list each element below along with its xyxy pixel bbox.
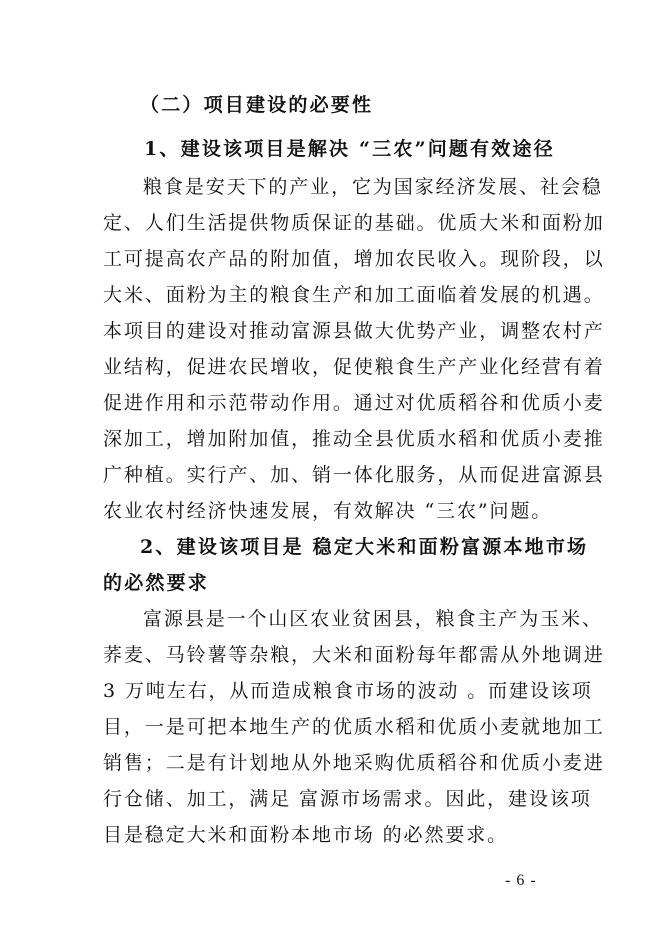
subsection-1-paragraph-line: 本项目的建设对推动富源县做大优势产业，调整农村产	[103, 320, 605, 342]
subsection-1-paragraph-line: 工可提高农产品的附加值，增加农民收入。现阶段，以	[103, 248, 605, 270]
subsection-2-paragraph-line: 目，一是可把本地生产的优质水稻和优质小麦就地加工	[103, 716, 605, 738]
subsection-2-paragraph-line: 行仓储、加工，满足 富源市场需求。因此，建设该项	[103, 788, 592, 810]
subsection-2-paragraph-line: 3 万吨左右，从而造成粮食市场的波动 。而建设该项	[103, 680, 593, 702]
subsection-1-paragraph-line: 业结构，促进农民增收，促使粮食生产产业化经营有着	[103, 356, 605, 378]
subsection-2-paragraph-line: 富源县是一个山区农业贫困县，粮食主产为玉米、	[143, 608, 603, 630]
subsection-2-paragraph-line: 目是稳定大米和面粉本地市场 的必然要求。	[103, 824, 509, 846]
subsection-1-paragraph-line: 促进作用和示范带动作用。通过对优质稻谷和优质小麦	[103, 392, 605, 414]
subsection-1-paragraph-line: 广种植。实行产、加、销一体化服务，从而促进富源县	[103, 464, 605, 486]
subsection-1-paragraph-line: 定、人们生活提供物质保证的基础。优质大米和面粉加	[103, 212, 605, 234]
page-number: - 6 -	[505, 872, 537, 889]
subsection-2-paragraph-line: 销售；二是有计划地从外地采购优质稻谷和优质小麦进	[103, 752, 605, 774]
subsection-2-heading-line: 2、建设该项目是 稳定大米和面粉富源本地市场	[140, 536, 589, 558]
subsection-1-paragraph-line: 农业农村经济快速发展，有效解决 “三农”问题。	[103, 500, 553, 522]
subsection-2-heading-line: 的必然要求	[103, 572, 210, 594]
subsection-1-heading: 1、建设该项目是解决 “三农”问题有效途径	[144, 138, 555, 160]
subsection-1-paragraph-line: 深加工，增加附加值，推动全县优质水稻和优质小麦推	[103, 428, 605, 450]
subsection-2-paragraph-line: 荞麦、马铃薯等杂粮，大米和面粉每年都需从外地调进	[103, 644, 605, 666]
subsection-1-paragraph-line: 大米、面粉为主的粮食生产和加工面临着发展的机遇。	[103, 284, 605, 306]
subsection-1-paragraph-line: 粮食是安天下的产业，它为国家经济发展、社会稳	[143, 176, 603, 198]
section-title: （二）项目建设的必要性	[140, 94, 374, 116]
